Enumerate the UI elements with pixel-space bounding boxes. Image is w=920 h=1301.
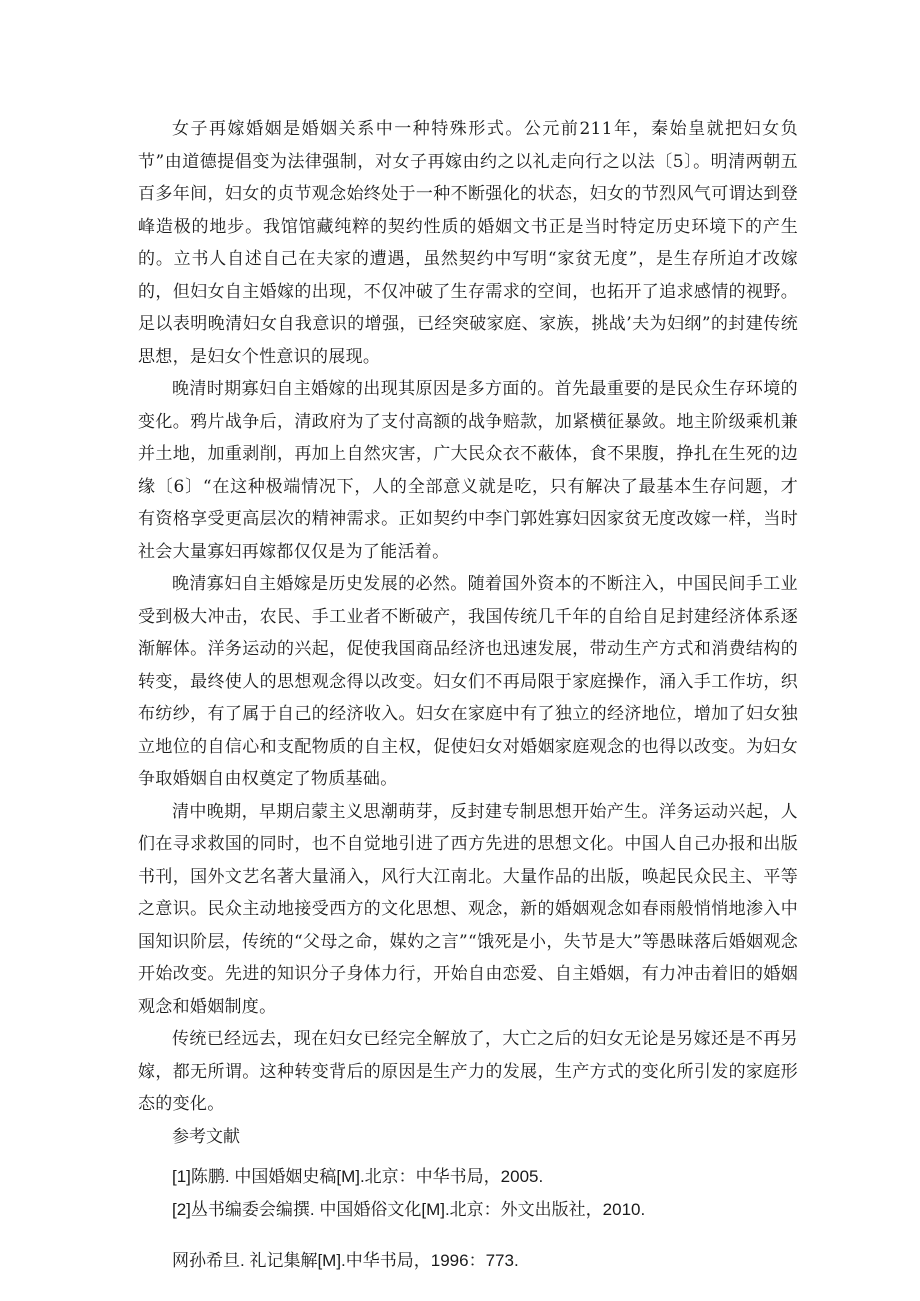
reference-2: [2]丛书编委会编撰. 中国婚俗文化[M].北京：外文出版社，2010.	[172, 1199, 646, 1219]
paragraph-1: 女子再嫁婚姻是婚姻关系中一种特殊形式。公元前211年，秦始皇就把妇女负节”由道德提倡变为法律强制，对女子再嫁由约之以礼走向行之以法〔5〕。明清两朝五百多年间，妇女的贞节观念始终处于一种不断强化的状态，妇女的节烈风气可谓达到登峰造极的地步。我馆馆藏纯粹的契约性质的婚姻文书正是当时特定历史环境下的产生的。立书人自述自己在夫家的遭遇，虽然契约中写明“家贫无度”，是生存所迫才改嫁的，但妇女自主婚嫁的出现，不仅冲破了生存需求的空间，也拓开了追求感情的视野。足以表明晚清妇女自我意识的增强，已经突破家庭、家族，挑战’夫为妇纲”的封建传统思想，是妇女个性意识的展现。	[138, 119, 798, 367]
reference-3: 网孙希旦. 礼记集解[M].中华书局，1996：773.	[172, 1251, 519, 1270]
reference-1: [1]陈鹏. 中国婚姻史稿[M].北京：中华书局，2005.	[172, 1167, 544, 1186]
references-heading: 参考文献	[172, 1126, 240, 1147]
paragraph-2: 晚清时期寡妇自主婚嫁的出现其原因是多方面的。首先最重要的是民众生存环境的变化。鸦片战争后，清政府为了支付高额的战争赔款，加紧横征暴敛。地主阶级乘机兼并土地，加重剥削，再加上自然灾害，广大民众衣不蔽体，食不果腹，挣扎在生死的边缘〔6〕“在这种极端情况下，人的全部意义就是吃，只有解决了最基本生存问题，才有资格享受更高层次的精神需求。正如契约中李门郭姓寡妇因家贫无度改嫁一样，当时社会大量寡妇再嫁都仅仅是为了能活着。	[138, 379, 798, 562]
paragraph-4: 清中晚期，早期启蒙主义思潮萌芽，反封建专制思想开始产生。洋务运动兴起，人们在寻求救国的同时，也不自觉地引进了西方先进的思想文化。中国人自己办报和出版书刊，国外文艺名著大量涌入，风行大江南北。大量作品的出版，唤起民众民主、平等之意识。民众主动地接受西方的文化思想、观念，新的婚姻观念如春雨般悄悄地渗入中国知识阶层，传统的“父母之命，媒妁之言”“饿死是小，失节是大”等愚昧落后婚姻观念开始改变。先进的知识分子身体力行，开始自由恋爱、自主婚姻，有力冲击着旧的婚姻观念和婚姻制度。	[138, 801, 798, 1017]
paragraph-3: 晚清寡妇自主婚嫁是历史发展的必然。随着国外资本的不断注入，中国民间手工业受到极大冲击，农民、手工业者不断破产，我国传统几千年的自给自足封建经济体系逐渐解体。洋务运动的兴起，促使我国商品经济也迅速发展，带动生产方式和消费结构的转变，最终使人的思想观念得以改变。妇女们不再局限于家庭操作，涌入手工作坊，织布纺纱，有了属于自己的经济收入。妇女在家庭中有了独立的经济地位，增加了妇女独立地位的自信心和支配物质的自主权，促使妇女对婚姻家庭观念的也得以改变。为妇女争取婚姻自由权奠定了物质基础。	[138, 574, 798, 789]
paragraph-5: 传统已经远去，现在妇女已经完全解放了，大亡之后的妇女无论是另嫁还是不再另嫁，都无所谓。这种转变背后的原因是生产力的发展，生产方式的变化所引发的家庭形态的变化。	[138, 1029, 798, 1114]
document-body	[138, 113, 798, 1278]
